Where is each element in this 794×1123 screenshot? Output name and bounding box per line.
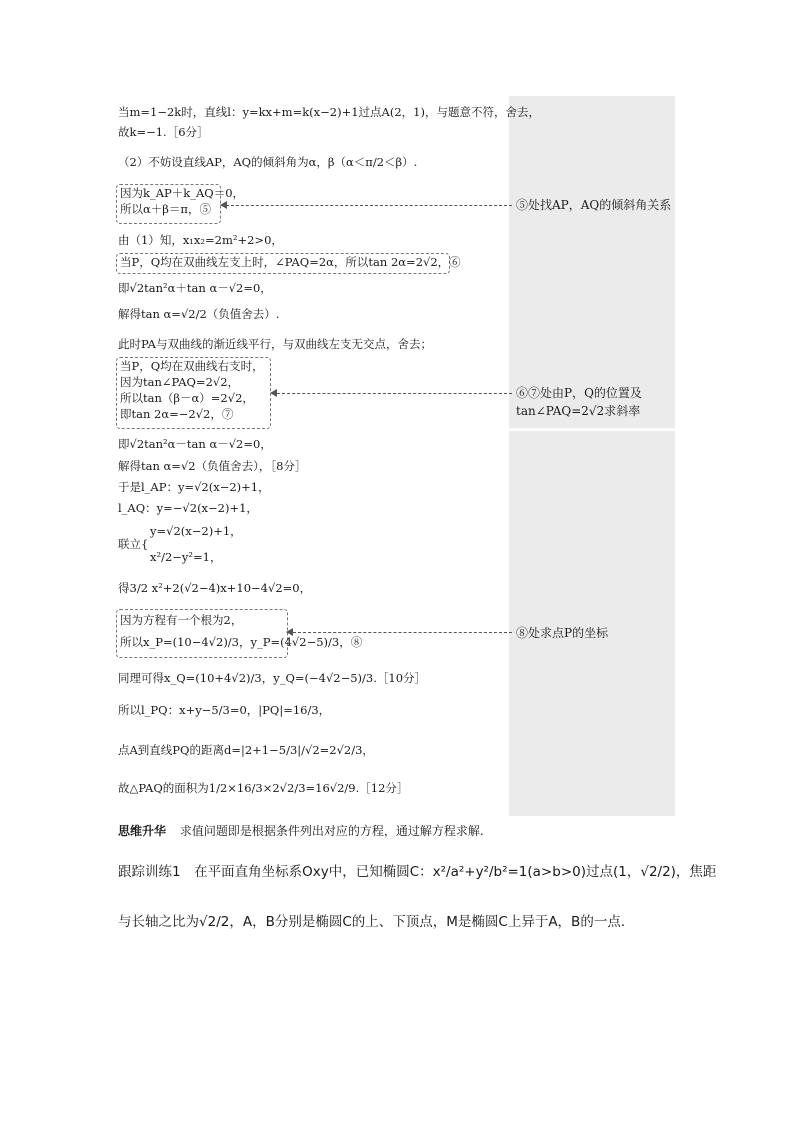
solution-line: 于是l_AP：y=√2(x−2)+1， bbox=[118, 480, 270, 494]
box-line: 当P，Q均在双曲线左支上时，∠PAQ=2α，所以tan 2α=2√2，⑥ bbox=[120, 255, 461, 269]
box-line: 因为k_AP＋k_AQ＝0， bbox=[120, 186, 245, 200]
summary-text: 求值问题即是根据条件列出对应的方程，通过解方程求解. bbox=[179, 824, 484, 838]
solution-line: 当m=1−2k时，直线l：y=kx+m=k(x−2)+1过点A(2，1)，与题意不符，舍去， bbox=[118, 105, 540, 119]
note-6-7: ⑥⑦处由P，Q的位置及 bbox=[516, 386, 642, 400]
box-line: 所以tan（β－α）=2√2， bbox=[120, 391, 254, 405]
key-step-box-5 bbox=[116, 184, 245, 224]
box-line: 因为tan∠PAQ=2√2， bbox=[120, 375, 240, 389]
solution-line: 此时PA与双曲线的渐近线平行，与双曲线左支无交点，舍去； bbox=[118, 337, 432, 351]
solution-line: 即√2tan²α－tan α－√2=0， bbox=[118, 437, 272, 451]
exercise-line-1: 跟踪训练1 在平面直角坐标系Oxy中，已知椭圆C：x²/a²+y²/b²=1(a>b>0)过点(1，√2/2)，焦距 bbox=[118, 864, 717, 880]
solution-line: 点A到直线PQ的距离d=|2+1−5/3|/√2=2√2/3， bbox=[118, 743, 374, 757]
arrow-line bbox=[293, 632, 512, 633]
solution-line: 解得tan α=√2（负值舍去），［8分］ bbox=[118, 459, 307, 473]
solution-line: 即√2tan²α＋tan α－√2=0， bbox=[118, 281, 272, 295]
box-line: 因为方程有一个根为2， bbox=[120, 613, 243, 627]
solution-line: 故k=−1.［6分］ bbox=[118, 125, 209, 139]
note-8: ⑧处求点P的坐标 bbox=[516, 626, 609, 640]
box-line: 即tan 2α=−2√2，⑦ bbox=[120, 407, 234, 421]
box-line: 当P，Q均在双曲线右支时， bbox=[120, 359, 264, 373]
solution-line: 同理可得x_Q=(10+4√2)/3，y_Q=(−4√2−5)/3.［10分］ bbox=[118, 671, 427, 685]
system-eq-1: y=√2(x−2)+1， bbox=[150, 524, 242, 538]
annotation-divider bbox=[509, 428, 675, 431]
exercise-line-2: 与长轴之比为√2/2，A，B分别是椭圆C的上、下顶点，M是椭圆C上异于A，B的一点. bbox=[118, 914, 626, 930]
solution-line: 解得tan α=√2/2（负值舍去）. bbox=[118, 307, 280, 321]
solution-line: 由（1）知，x₁x₂=2m²+2>0， bbox=[118, 233, 283, 247]
key-step-box-6 bbox=[116, 253, 461, 274]
arrow-line bbox=[277, 393, 512, 394]
arrow-head-icon bbox=[286, 628, 293, 636]
solution-line: l_AQ：y=−√2(x−2)+1， bbox=[118, 501, 258, 515]
solution-line: （2）不妨设直线AP，AQ的倾斜角为α，β（α＜π/2＜β）. bbox=[118, 155, 418, 169]
key-step-box-8 bbox=[116, 609, 363, 658]
arrow-line bbox=[226, 205, 512, 206]
key-step-box-7 bbox=[116, 357, 271, 429]
box-line: 所以α＋β＝π，⑤ bbox=[120, 202, 211, 216]
box-line: 所以x_P=(10−4√2)/3，y_P=(4√2−5)/3，⑧ bbox=[120, 635, 363, 649]
summary-title: 思维升华 bbox=[118, 824, 167, 838]
system-label: 联立{ bbox=[118, 537, 149, 551]
system-eq-2: x²/2−y²=1， bbox=[150, 550, 222, 564]
note-6-7-cont: tan∠PAQ=2√2求斜率 bbox=[516, 404, 641, 418]
thinking-summary bbox=[118, 822, 484, 839]
solution-line: 故△PAQ的面积为1/2×16/3×2√2/3=16√2/9.［12分］ bbox=[118, 781, 409, 795]
solution-line: 得3/2 x²+2(√2−4)x+10−4√2=0， bbox=[118, 581, 312, 595]
arrow-head-icon bbox=[270, 389, 277, 397]
solution-line: 所以l_PQ：x+y−5/3=0，|PQ|=16/3， bbox=[118, 703, 331, 717]
arrow-head-icon bbox=[220, 201, 227, 209]
note-5: ⑤处找AP，AQ的倾斜角关系 bbox=[516, 198, 672, 212]
